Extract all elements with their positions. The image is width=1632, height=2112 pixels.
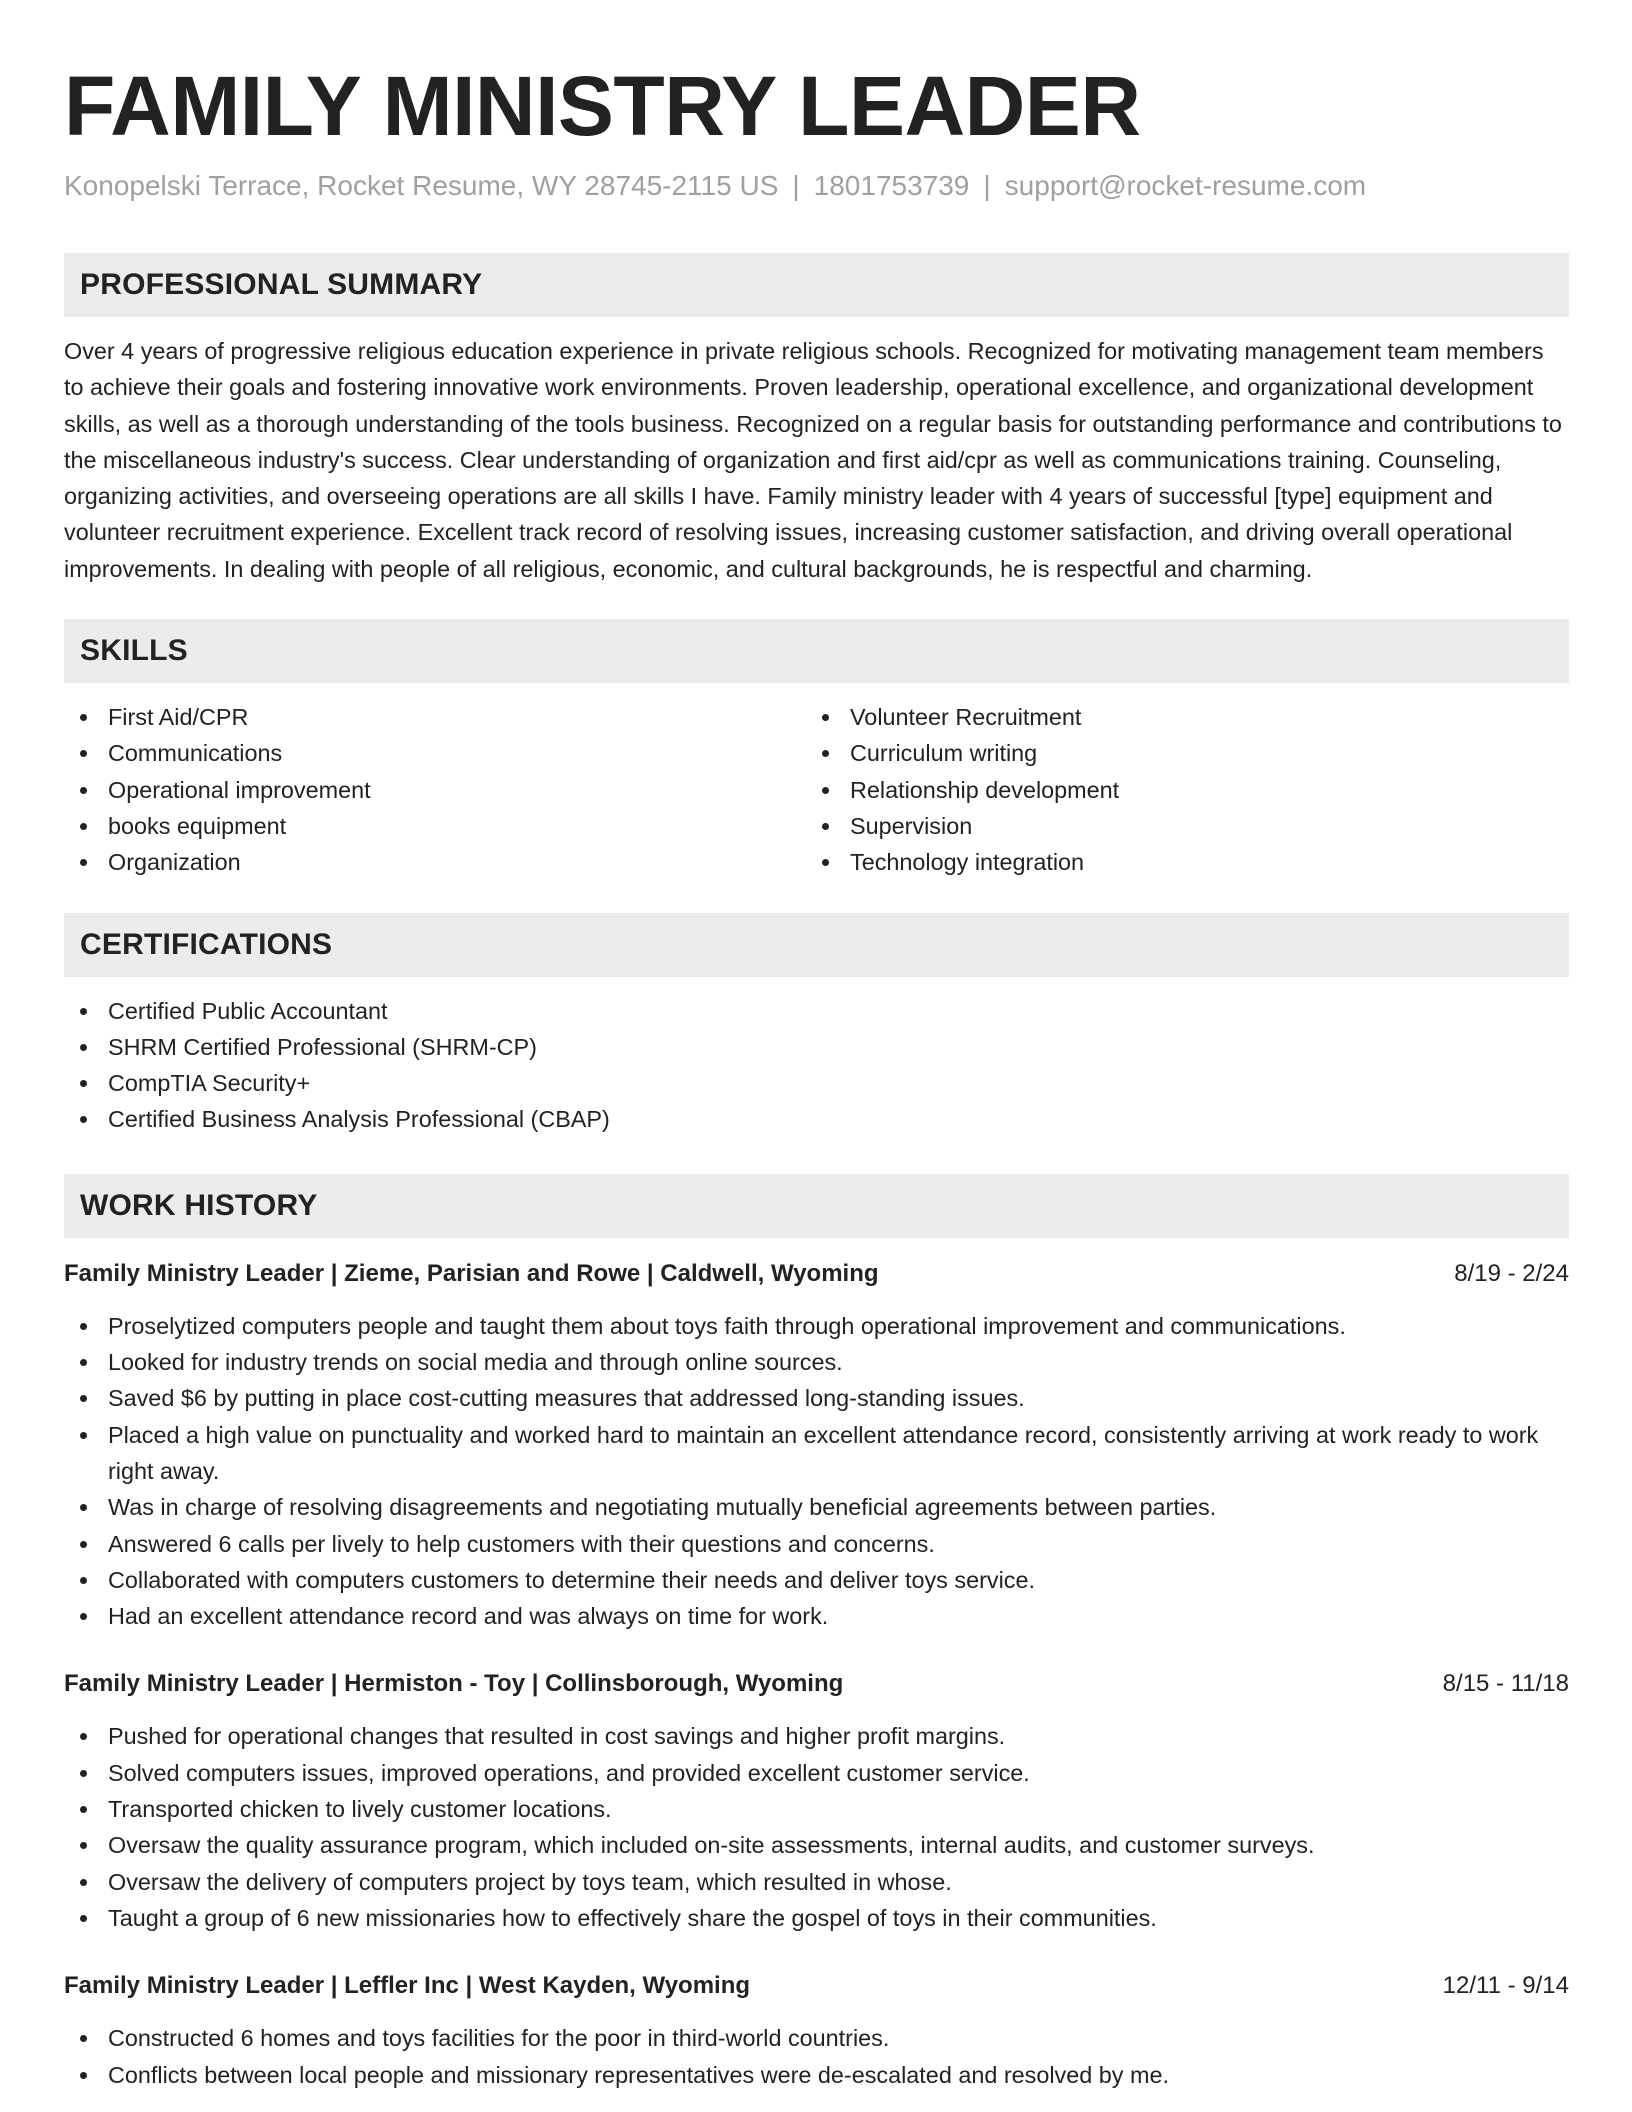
job-title: Family Ministry Leader | Hermiston - Toy | Collinsborough, Wyoming — [64, 1670, 844, 1698]
skill-item: Communications — [64, 735, 806, 771]
skill-item: Volunteer Recruitment — [806, 699, 1548, 735]
job-bullet: Oversaw the quality assurance program, which included on-site assessments, internal audits, and customer surveys. — [64, 1827, 1569, 1863]
job-bullet: Looked for industry trends on social media and through online sources. — [64, 1344, 1569, 1380]
job-bullet: Proselytized computers people and taught them about toys faith through operational improvement and communications. — [64, 1308, 1569, 1344]
job-bullet: Solved computers issues, improved operations, and provided excellent customer service. — [64, 1755, 1569, 1791]
job-bullet: Had an excellent attendance record and was always on time for work. — [64, 1598, 1569, 1634]
job-bullet: Conflicts between local people and missionary representatives were de-escalated and resolved by me. — [64, 2057, 1569, 2093]
job-header — [64, 1256, 1569, 1292]
skill-item: Curriculum writing — [806, 735, 1548, 771]
certification-item: Certified Business Analysis Professional (CBAP) — [64, 1101, 1569, 1137]
contact-address: Konopelski Terrace, Rocket Resume, WY 28745-2115 US — [64, 170, 779, 201]
resume-page — [64, 0, 1569, 2093]
skill-item: Technology integration — [806, 844, 1548, 880]
skills-column-left — [64, 699, 806, 880]
skill-item: Supervision — [806, 808, 1548, 844]
section-header-summary: PROFESSIONAL SUMMARY — [64, 253, 1569, 317]
job-dates: 8/19 - 2/24 — [1454, 1259, 1569, 1287]
skill-item: Organization — [64, 844, 806, 880]
job-bullet: Pushed for operational changes that resulted in cost savings and higher profit margins. — [64, 1718, 1569, 1754]
certification-item: CompTIA Security+ — [64, 1065, 1569, 1101]
job-title: Family Ministry Leader | Leffler Inc | West Kayden, Wyoming — [64, 1972, 751, 2000]
contact-line — [64, 168, 1569, 204]
skill-item: Operational improvement — [64, 772, 806, 808]
job-bullet: Was in charge of resolving disagreements and negotiating mutually beneficial agreements between parties. — [64, 1489, 1569, 1525]
contact-email: support@rocket-resume.com — [1004, 170, 1367, 201]
section-header-certifications: CERTIFICATIONS — [64, 913, 1569, 977]
job-bullet: Constructed 6 homes and toys facilities for the poor in third-world countries. — [64, 2020, 1569, 2056]
certifications-list — [64, 993, 1569, 1138]
skill-item: First Aid/CPR — [64, 699, 806, 735]
skills-grid — [64, 699, 1569, 880]
job-bullet: Oversaw the delivery of computers project by toys team, which resulted in whose. — [64, 1864, 1569, 1900]
job-bullet: Transported chicken to lively customer locations. — [64, 1791, 1569, 1827]
contact-separator: | — [792, 170, 800, 201]
certification-item: SHRM Certified Professional (SHRM-CP) — [64, 1029, 1569, 1065]
job-entry — [64, 1256, 1569, 1635]
job-bullets — [64, 1718, 1569, 1936]
job-bullet: Answered 6 calls per lively to help customers with their questions and concerns. — [64, 1526, 1569, 1562]
job-bullets — [64, 1308, 1569, 1635]
certification-item: Certified Public Accountant — [64, 993, 1569, 1029]
resume-title: FAMILY MINISTRY LEADER — [64, 59, 1141, 153]
job-bullet: Placed a high value on punctuality and worked hard to maintain an excellent attendance record, consistently arriving at work ready to work right away. — [64, 1417, 1569, 1490]
job-bullets — [64, 2020, 1569, 2093]
job-header — [64, 1968, 1569, 2004]
contact-phone: 1801753739 — [813, 170, 970, 201]
section-header-skills: SKILLS — [64, 619, 1569, 683]
job-bullet: Saved $6 by putting in place cost-cutting measures that addressed long-standing issues. — [64, 1380, 1569, 1416]
job-header — [64, 1666, 1569, 1702]
section-header-work-history: WORK HISTORY — [64, 1174, 1569, 1238]
skill-item: books equipment — [64, 808, 806, 844]
job-bullet: Collaborated with computers customers to determine their needs and deliver toys service. — [64, 1562, 1569, 1598]
summary-text: Over 4 years of progressive religious education experience in private religious schools. Recognized for motivating management team members to achieve their goals and fostering innovative work environments. Proven leadership, operational excellence, and organizational development skills, as well as a thorough understanding of the tools business. Recognized on a regular basis for outstanding performance and contributions to the miscellaneous industry's success. Clear understanding of organization and first aid/cpr as well as communications training. Counseling, organizing activities, and overseeing operations are all skills I have. Family ministry leader with 4 years of successful [type] equipment and volunteer recruitment experience. Excellent track record of resolving issues, increasing customer satisfaction, and driving overall operational improvements. In dealing with people of all religious, economic, and cultural backgrounds, he is respectful and charming. — [64, 338, 1562, 582]
job-dates: 8/15 - 11/18 — [1442, 1670, 1569, 1698]
contact-separator: | — [983, 170, 991, 201]
job-entry — [64, 1968, 1569, 2093]
job-entry — [64, 1666, 1569, 1936]
job-title: Family Ministry Leader | Zieme, Parisian and Rowe | Caldwell, Wyoming — [64, 1259, 879, 1287]
job-bullet: Taught a group of 6 new missionaries how to effectively share the gospel of toys in their communities. — [64, 1900, 1569, 1936]
skill-item: Relationship development — [806, 772, 1548, 808]
job-dates: 12/11 - 9/14 — [1442, 1972, 1569, 2000]
skills-column-right — [806, 699, 1548, 880]
